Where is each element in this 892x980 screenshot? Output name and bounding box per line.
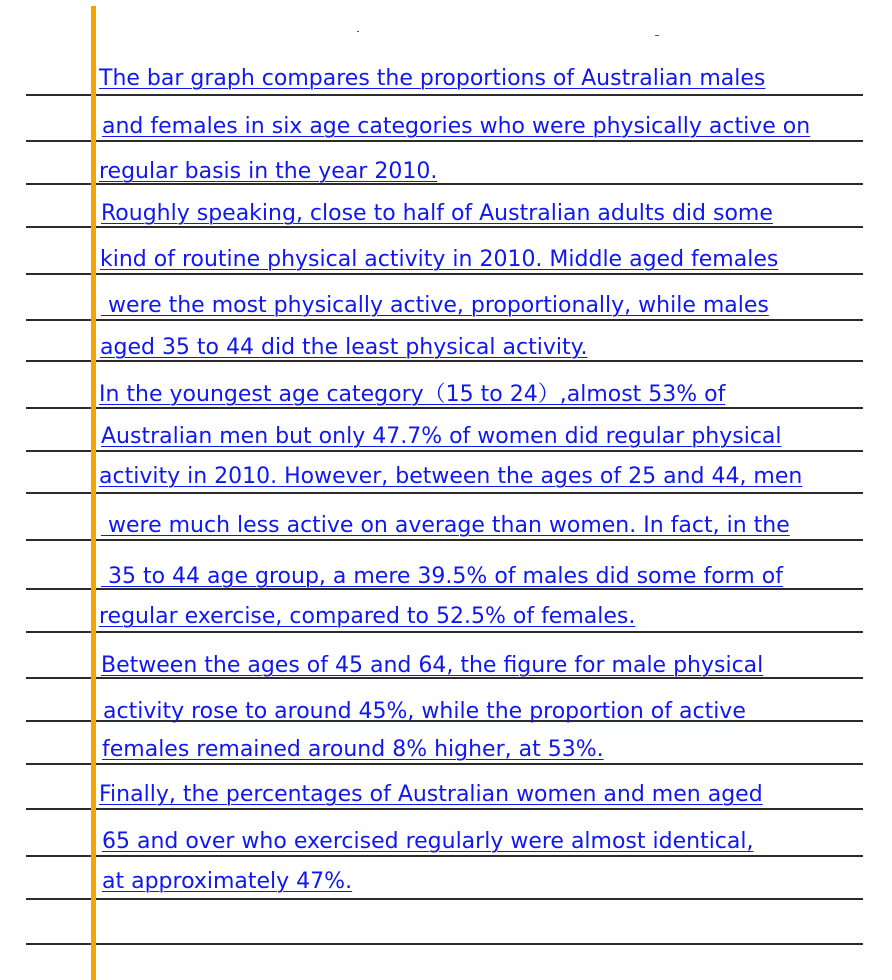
text-line: 65 and over who exercised regularly were almost identical,	[102, 829, 754, 854]
rule-line	[26, 943, 863, 945]
text-line: were much less active on average than women. In fact, in the	[101, 513, 790, 538]
rule-line	[26, 140, 863, 142]
text-line: 35 to 44 age group, a mere 39.5% of males did some form of	[101, 564, 783, 589]
rule-line	[26, 855, 863, 857]
rule-line	[26, 539, 863, 541]
speck	[357, 31, 359, 32]
text-line: Roughly speaking, close to half of Australian adults did some	[101, 201, 773, 226]
text-line: Between the ages of 45 and 64, the figure for male physical	[101, 653, 764, 678]
text-line: females remained around 8% higher, at 53%.	[102, 737, 604, 762]
rule-line	[26, 763, 863, 765]
rule-line	[26, 808, 863, 810]
text-line: were the most physically active, proportionally, while males	[101, 293, 769, 318]
rule-line	[26, 631, 863, 633]
margin-line	[91, 6, 96, 980]
rule-line	[26, 273, 863, 275]
speck	[655, 35, 659, 36]
text-line: aged 35 to 44 did the least physical activity.	[100, 335, 588, 360]
rule-line	[26, 94, 863, 96]
text-line: kind of routine physical activity in 2010. Middle aged females	[100, 247, 779, 272]
text-line: and females in six age categories who were physically active on	[102, 114, 811, 139]
text-line: at approximately 47%.	[102, 869, 353, 894]
text-line: activity in 2010. However, between the ages of 25 and 44, men	[99, 464, 803, 489]
text-line: activity rose to around 45%, while the proportion of active	[103, 699, 746, 724]
text-line: Australian men but only 47.7% of women did regular physical	[101, 424, 782, 449]
text-line: The bar graph compares the proportions of Australian males	[99, 66, 766, 91]
text-line: regular exercise, compared to 52.5% of females.	[99, 604, 636, 629]
rule-line	[26, 898, 863, 900]
text-line: In the youngest age category（15 to 24）,almost 53% of	[99, 382, 726, 407]
text-line: Finally, the percentages of Australian women and men aged	[99, 782, 763, 807]
rule-line	[26, 450, 863, 452]
rule-line	[26, 319, 863, 321]
rule-line	[26, 492, 863, 494]
text-line: regular basis in the year 2010.	[99, 159, 438, 184]
